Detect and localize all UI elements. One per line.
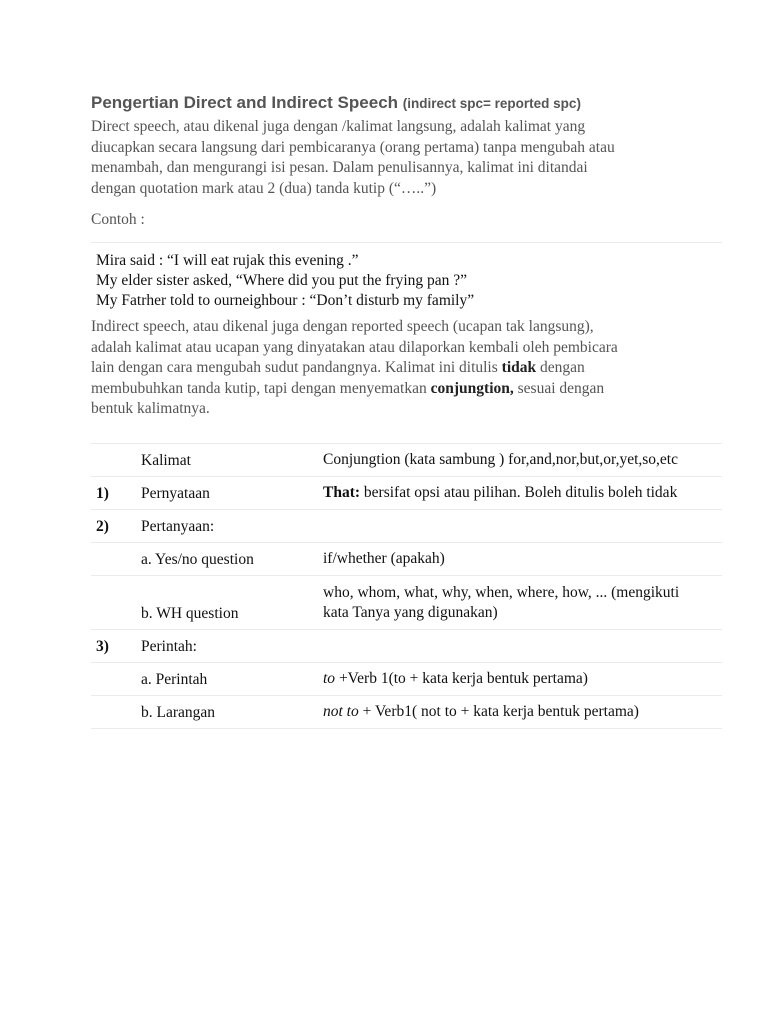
row-conjunction: if/whether (apakah) bbox=[323, 543, 722, 576]
conjunction-text: + Verb1( not to + kata kerja bentuk pertama) bbox=[358, 703, 639, 720]
paragraph-line: bentuk kalimatnya. bbox=[91, 400, 210, 417]
row-conjunction bbox=[323, 663, 722, 696]
paragraph-line: adalah kalimat atau ucapan yang dinyatakan atau dilaporkan kembali oleh pembicara bbox=[91, 338, 618, 356]
row-conjunction bbox=[323, 630, 722, 663]
row-kalimat: Perintah: bbox=[141, 630, 323, 663]
paragraph-line: dengan quotation mark atau 2 (dua) tanda kutip (“…..”) bbox=[91, 179, 437, 197]
paragraph-line: sesuai dengan bbox=[513, 379, 605, 397]
row-number: 1) bbox=[91, 477, 141, 510]
header-conjunction: Conjungtion (kata sambung ) for,and,nor,but,or,yet,so,etc bbox=[323, 444, 722, 477]
paragraph-line: dengan bbox=[536, 359, 585, 376]
conjunction-text: kata Tanya yang digunakan) bbox=[323, 604, 498, 621]
row-kalimat: b. Larangan bbox=[141, 696, 323, 729]
table-row bbox=[91, 663, 722, 696]
example-sentence: Mira said : “I will eat rujak this evening .” bbox=[96, 252, 359, 269]
contoh-label: Contoh : bbox=[91, 211, 145, 228]
row-kalimat: a. Perintah bbox=[141, 663, 323, 696]
table-row bbox=[91, 696, 722, 729]
header-kalimat: Kalimat bbox=[141, 444, 323, 477]
page-title bbox=[91, 93, 731, 113]
row-number bbox=[91, 576, 141, 630]
row-number bbox=[91, 663, 141, 696]
row-conjunction bbox=[323, 696, 722, 729]
example-sentence: My Fatrher told to ourneighbour : “Don’t disturb my family” bbox=[96, 292, 475, 309]
table-row bbox=[91, 510, 722, 543]
row-conjunction bbox=[323, 576, 722, 630]
title-main: Pengertian Direct and Indirect Speech bbox=[91, 93, 399, 112]
bold-word: tidak bbox=[501, 359, 537, 376]
row-number bbox=[91, 696, 141, 729]
example-sentence: My elder sister asked, “Where did you put the frying pan ?” bbox=[96, 272, 468, 289]
paragraph-line: diucapkan secara langsung dari pembicaranya (orang pertama) tanpa mengubah atau bbox=[91, 138, 615, 156]
paragraph-line: Indirect speech, atau dikenal juga dengan reported speech (ucapan tak langsung), bbox=[91, 318, 594, 335]
indirect-speech-paragraph bbox=[91, 317, 731, 420]
table-row bbox=[91, 576, 722, 630]
conjunction-table bbox=[91, 443, 722, 729]
table-header-row bbox=[91, 444, 722, 477]
row-kalimat: Pernyataan bbox=[141, 477, 323, 510]
conjunction-text: +Verb 1(to + kata kerja bentuk pertama) bbox=[335, 670, 588, 687]
row-kalimat: Pertanyaan: bbox=[141, 510, 323, 543]
conjunction-text: bersifat opsi atau pilihan. Boleh ditulis boleh tidak bbox=[360, 484, 678, 501]
row-kalimat: a. Yes/no question bbox=[141, 543, 323, 576]
table-cell bbox=[91, 444, 141, 477]
paragraph-line: menambah, dan mengurangi isi pesan. Dalam penulisannya, kalimat ini ditandai bbox=[91, 159, 588, 176]
table-row bbox=[91, 477, 722, 510]
table-row bbox=[91, 630, 722, 663]
paragraph-line: lain dengan cara mengubah sudut pandangnya. Kalimat ini ditulis bbox=[91, 359, 502, 376]
row-conjunction bbox=[323, 477, 722, 510]
table-row bbox=[91, 543, 722, 576]
examples-list bbox=[96, 251, 474, 311]
row-number bbox=[91, 543, 141, 576]
paragraph-line: membubuhkan tanda kutip, tapi dengan menyematkan bbox=[91, 379, 431, 397]
paragraph-line: Direct speech, atau dikenal juga dengan /kalimat langsung, adalah kalimat yang bbox=[91, 118, 586, 135]
divider bbox=[91, 242, 722, 243]
italic-word: to bbox=[323, 670, 336, 687]
row-kalimat: b. WH question bbox=[141, 576, 323, 630]
italic-word: not to bbox=[323, 703, 359, 720]
row-number: 2) bbox=[91, 510, 141, 543]
bold-word: conjungtion, bbox=[430, 379, 514, 397]
row-conjunction bbox=[323, 510, 722, 543]
bold-word: That: bbox=[323, 484, 361, 501]
row-number: 3) bbox=[91, 630, 141, 663]
title-subtitle: (indirect spc= reported spc) bbox=[402, 96, 581, 111]
direct-speech-paragraph bbox=[91, 117, 731, 199]
conjunction-text: who, whom, what, why, when, where, how, ... (mengikuti bbox=[323, 584, 680, 601]
